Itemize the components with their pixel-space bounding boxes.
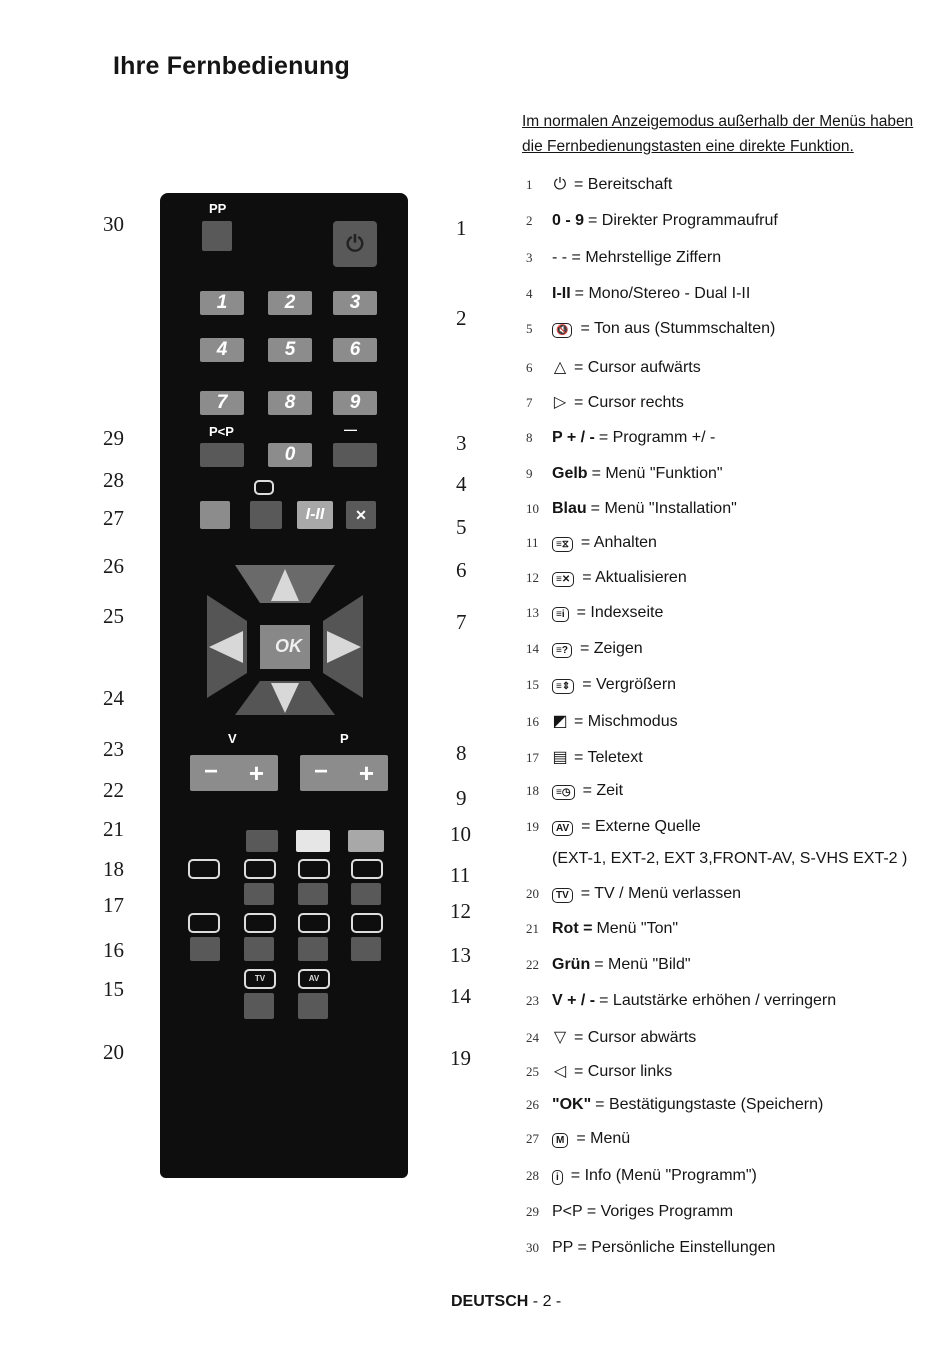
callout-1: 1 (456, 216, 467, 240)
legend-item (526, 920, 678, 938)
tv-button (244, 993, 274, 1019)
legend-item (526, 818, 701, 836)
legend-item (526, 676, 676, 694)
callout-17: 17 (103, 893, 124, 917)
legend-description: = Menü "Funktion" (591, 465, 723, 482)
digit-3-button: 3 (333, 291, 377, 315)
legend-symbol-icon: ⏻ (553, 176, 567, 193)
reveal-icon (298, 913, 330, 933)
legend-number: 27 (526, 1131, 539, 1146)
legend-symbol-icon: AV (552, 821, 573, 836)
page-footer (451, 1293, 561, 1311)
legend-description: = Indexseite (576, 604, 664, 621)
legend-number: 12 (526, 570, 539, 585)
legend-description: = Bestätigungstaste (Speichern) (595, 1096, 824, 1113)
pp-button (202, 221, 232, 251)
legend-symbol-icon: ◩ (552, 713, 568, 730)
external-sources-note: (EXT-1, EXT-2, EXT 3,FRONT-AV, S-VHS EXT-2 ) (552, 850, 908, 867)
index-icon (351, 913, 383, 933)
dash-button (333, 443, 377, 467)
legend-symbol-icon: M (552, 1133, 568, 1148)
legend-number: 11 (526, 535, 539, 550)
legend-item (526, 500, 737, 518)
menu-button (200, 501, 230, 529)
legend-description: = Bereitschaft (574, 176, 673, 193)
legend-description: = Cursor rechts (574, 394, 684, 411)
legend-description: = Vergrößern (582, 676, 677, 693)
legend-symbol-icon: TV (552, 888, 573, 903)
callout-25: 25 (103, 604, 124, 628)
legend-key: Blau (552, 500, 587, 517)
legend-symbol-icon: ◁ (553, 1063, 567, 1080)
callout-4: 4 (456, 472, 467, 496)
legend-item (526, 604, 663, 622)
legend-item (526, 992, 836, 1010)
mix-button (190, 937, 220, 961)
callout-9: 9 (456, 786, 467, 810)
legend-symbol-icon: ≡◷ (552, 785, 575, 800)
digit-5-button: 5 (268, 338, 312, 362)
red-button (246, 830, 278, 852)
legend-symbol-icon: ≡? (552, 643, 572, 658)
legend-item (526, 1061, 672, 1081)
legend-number: 15 (526, 677, 539, 692)
legend-description: = Menü "Installation" (590, 500, 737, 517)
digit-1-button: 1 (200, 291, 244, 315)
index-button (351, 937, 381, 961)
digit-8-button: 8 (268, 391, 312, 415)
legend-item (526, 212, 778, 230)
legend-number: 18 (526, 783, 539, 798)
legend-item (526, 782, 623, 800)
legend-description: = Menü "Bild" (594, 956, 691, 973)
callout-24: 24 (103, 686, 124, 710)
legend-number: 3 (526, 250, 533, 265)
intro-line-1: Im normalen Anzeigemodus außerhalb der Menüs haben (522, 113, 914, 130)
callout-6: 6 (456, 558, 467, 582)
volume-plus: + (248, 758, 264, 788)
legend-number: 21 (526, 921, 539, 936)
legend-description: = Programm +/ - (598, 429, 716, 446)
power-icon: ⏻ (346, 231, 364, 256)
callout-5: 5 (456, 515, 467, 539)
legend-number: 9 (526, 466, 533, 481)
legend-symbol-icon: ▽ (553, 1029, 567, 1046)
legend-number: 13 (526, 605, 539, 620)
legend-item (526, 392, 684, 412)
reveal-button (298, 937, 328, 961)
legend-symbol-icon: ▤ (552, 749, 568, 766)
digit-0-button: 0 (268, 443, 312, 467)
legend-symbol-icon: ≡i (552, 607, 569, 622)
legend-number: 22 (526, 957, 539, 972)
legend-symbol-icon: ≡✕ (552, 572, 574, 587)
legend-description: = TV / Menü verlassen (580, 885, 742, 902)
green-button (296, 830, 330, 852)
legend-item (526, 320, 775, 338)
legend-number: 23 (526, 993, 539, 1008)
callout-2: 2 (456, 306, 467, 330)
legend-description: Menü "Ton" (596, 920, 679, 937)
legend-key: 0 - 9 (552, 212, 585, 229)
legend-description: = Mono/Stereo - Dual I-II (574, 285, 751, 302)
callout-16: 16 (103, 938, 124, 962)
pp-return-button (200, 443, 244, 467)
callout-27: 27 (103, 506, 124, 530)
legend-description: = Cursor links (574, 1063, 673, 1080)
callout-18: 18 (103, 857, 124, 881)
digit-2-button: 2 (268, 291, 312, 315)
legend-item (526, 465, 723, 483)
legend-description: = Ton aus (Stummschalten) (580, 320, 776, 337)
update-icon (351, 859, 383, 879)
callout-30: 30 (103, 212, 124, 236)
footer-language: DEUTSCH (451, 1293, 529, 1310)
remote-control-illustration (160, 193, 408, 1178)
legend-item (526, 640, 643, 658)
legend-item (526, 1096, 823, 1114)
legend-description: = Zeit (582, 782, 624, 799)
legend-key: Rot = (552, 920, 593, 937)
callout-19: 19 (450, 1046, 471, 1070)
program-rocker (300, 755, 388, 791)
program-plus: + (358, 758, 374, 788)
standby-button (333, 221, 377, 267)
callout-12: 12 (450, 899, 471, 923)
legend-number: 26 (526, 1097, 539, 1112)
legend-key: "OK" (552, 1096, 592, 1113)
callout-10: 10 (450, 822, 471, 846)
legend-number: 25 (526, 1064, 539, 1079)
legend-number: 5 (526, 321, 533, 336)
legend-item (526, 357, 701, 377)
legend-symbol-icon: ≡⇕ (552, 679, 574, 694)
legend-number: 6 (526, 360, 533, 375)
legend-key: Gelb (552, 465, 588, 482)
tv-icon: TV (244, 969, 276, 989)
digit-4-button: 4 (200, 338, 244, 362)
legend-item (526, 285, 750, 303)
callout-21: 21 (103, 817, 124, 841)
hold-icon (298, 859, 330, 879)
callout-8: 8 (456, 741, 467, 765)
legend-symbol-icon: ▷ (553, 394, 567, 411)
callout-15: 15 (103, 977, 124, 1001)
legend-item (526, 569, 687, 587)
legend-key: Grün (552, 956, 591, 973)
callout-20: 20 (103, 1040, 124, 1064)
teletext-icon (188, 859, 220, 879)
callout-22: 22 (103, 778, 124, 802)
intro-line-2: die Fernbedienungstasten eine direkte Funktion. (522, 138, 854, 155)
volume-label: V (228, 731, 237, 746)
mute-button (346, 501, 376, 529)
callout-11: 11 (450, 863, 471, 887)
legend-symbol-icon: △ (553, 359, 567, 376)
legend-description: = Aktualisieren (582, 569, 687, 586)
legend-description: = Cursor abwärts (574, 1029, 697, 1046)
legend-description: = Externe Quelle (581, 818, 701, 835)
callout-3: 3 (456, 431, 467, 455)
legend-description: = Lautstärke erhöhen / verringern (599, 992, 837, 1009)
legend-number: 4 (526, 286, 533, 301)
volume-rocker (190, 755, 278, 791)
digit-6-button: 6 (333, 338, 377, 362)
dash-label: — (344, 422, 357, 437)
legend-description: P<P = Voriges Programm (552, 1203, 734, 1220)
program-minus: − (314, 758, 329, 785)
mono-stereo-button: I-II (297, 501, 333, 529)
legend-item (526, 956, 691, 974)
legend-description: = Zeigen (579, 640, 643, 657)
legend-number: 8 (526, 430, 533, 445)
legend-description: = Anhalten (580, 534, 657, 551)
update-button (351, 883, 381, 905)
digit-7-button: 7 (200, 391, 244, 415)
legend-item (526, 1130, 630, 1148)
legend-number: 29 (526, 1204, 539, 1219)
legend-number: 20 (526, 886, 539, 901)
legend-item (526, 176, 672, 194)
pp-label: PP (209, 201, 227, 216)
legend-number: 10 (526, 501, 539, 516)
callout-28: 28 (103, 468, 124, 492)
callout-14: 14 (450, 984, 471, 1008)
legend-item (526, 711, 678, 731)
av-icon: AV (298, 969, 330, 989)
yellow-button (348, 830, 384, 852)
legend-symbol-icon: i (552, 1170, 563, 1185)
page-title: Ihre Fernbedienung (113, 52, 350, 80)
time-icon (244, 859, 276, 879)
legend-number: 16 (526, 714, 539, 729)
time-button (244, 883, 274, 905)
av-button (298, 993, 328, 1019)
legend-symbol-icon: 🔇 (552, 323, 572, 338)
legend-number: 19 (526, 819, 539, 834)
legend-description: = Info (Menü "Programm") (570, 1167, 757, 1184)
mute-icon: ✕ (355, 507, 367, 523)
expand-icon (244, 913, 276, 933)
ok-label: OK (275, 636, 302, 656)
info-button (250, 501, 282, 529)
legend-item (526, 885, 741, 903)
legend-description: = Cursor aufwärts (574, 359, 701, 376)
legend-number: 7 (526, 395, 533, 410)
legend-description: PP = Persönliche Einstellungen (552, 1239, 776, 1256)
legend-item (526, 1239, 775, 1257)
legend-item (526, 1203, 733, 1221)
legend-item (526, 747, 643, 767)
intro-text (522, 109, 942, 159)
legend-key: V + / - (552, 992, 596, 1009)
digit-9-button: 9 (333, 391, 377, 415)
legend-description: = Teletext (574, 749, 643, 766)
legend-number: 1 (526, 177, 533, 192)
callout-29: 29 (103, 426, 124, 450)
legend-number: 28 (526, 1168, 539, 1183)
legend-number: 17 (526, 750, 539, 765)
legend-symbol-icon: ≡⧖ (552, 537, 573, 552)
mix-icon (188, 913, 220, 933)
legend-description: - - = Mehrstellige Ziffern (552, 249, 722, 266)
expand-button (244, 937, 274, 961)
program-label: P (340, 731, 349, 746)
info-icon (254, 480, 274, 495)
footer-page-number: - 2 - (528, 1293, 562, 1310)
legend-key: I-II (552, 285, 571, 302)
hold-button (298, 883, 328, 905)
callout-7: 7 (456, 610, 467, 634)
legend-description: = Mischmodus (574, 713, 678, 730)
legend-item (526, 429, 715, 447)
legend-number: 24 (526, 1030, 539, 1045)
legend-description: = Menü (576, 1130, 631, 1147)
callout-23: 23 (103, 737, 124, 761)
legend-item (526, 1167, 757, 1185)
legend-description: = Direkter Programmaufruf (588, 212, 778, 229)
legend-item (526, 249, 721, 267)
legend-item (526, 534, 657, 552)
volume-minus: − (204, 758, 219, 785)
legend-item (526, 1027, 696, 1047)
legend-number: 14 (526, 641, 539, 656)
legend-number: 2 (526, 213, 533, 228)
legend-key: P + / - (552, 429, 595, 446)
callout-26: 26 (103, 554, 124, 578)
callout-13: 13 (450, 943, 471, 967)
pp-return-label: P<P (209, 424, 234, 439)
legend-number: 30 (526, 1240, 539, 1255)
